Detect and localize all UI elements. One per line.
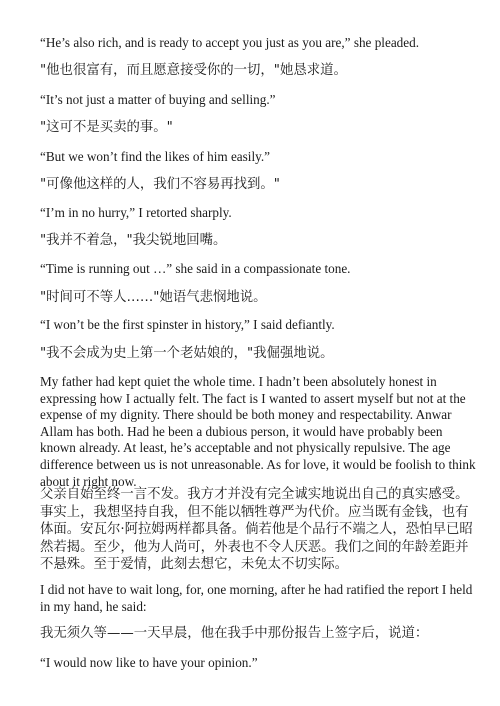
paragraph-en-2: “It’s not just a matter of buying and selling.” [40, 92, 276, 107]
paragraph-zh-5: "时间可不等人……"她语气悲悯地说。 [40, 290, 267, 305]
paragraph-zh-4: "我并不着急，"我尖锐地回嘴。 [40, 233, 227, 248]
paragraph-en-1: “He’s also rich, and is ready to accept you just as you are,” she pleaded. [40, 35, 420, 50]
paragraph-en-3: “But we won’t find the likes of him easily.” [40, 149, 271, 164]
paragraph-zh-1: "他也很富有，而且愿意接受你的一切，"她恳求道。 [40, 63, 347, 78]
paragraph-en-8: I did not have to wait long, for, one morning, after he had ratified the report I held in my hand, he said: [40, 582, 473, 614]
paragraph-zh-8: 我无须久等——一天早晨，他在我手中那份报告上签字后，说道： [40, 626, 429, 641]
paragraph-zh-2: "这可不是买卖的事。" [40, 120, 173, 135]
paragraph-en-7: My father had kept quiet the whole time. I hadn’t been absolutely honest in expressing how I actually felt. The fact is I wanted to assert myself but not at the expense of my dignity. There should be both money and respectability. Anwar Allam has both. Had he been a dubious person, it would have probably been known already. At least, he’s acceptable and not physically repulsive. The age difference between us is not unreasonable. As for love, it would be foolish to think about it right now. [40, 374, 476, 489]
paragraph-zh-7: 父亲自始至终一言不发。我方才并没有完全诚实地说出自己的真实感受。事实上，我想坚持自我，但不能以牺牲尊严为代价。应当既有金钱，也有体面。安瓦尔·阿拉姆两样都具备。倘若他是个品行不端之人，恐怕早已昭然若揭。至少，他为人尚可，外表也不令人厌恶。我们之间的年龄差距并不悬殊。至于爱情，此刻去想它，未免太不切实际。 [40, 487, 473, 573]
paragraph-zh-3: "可像他这样的人，我们不容易再找到。" [40, 177, 280, 192]
paragraph-en-6: “I won’t be the first spinster in history,” I said defiantly. [40, 317, 335, 332]
paragraph-en-4: “I’m in no hurry,” I retorted sharply. [40, 205, 232, 220]
paragraph-en-5: “Time is running out …” she said in a compassionate tone. [40, 261, 351, 276]
paragraph-en-9: “I would now like to have your opinion.” [40, 655, 258, 670]
paragraph-zh-6: "我不会成为史上第一个老姑娘的，"我倔强地说。 [40, 346, 334, 361]
